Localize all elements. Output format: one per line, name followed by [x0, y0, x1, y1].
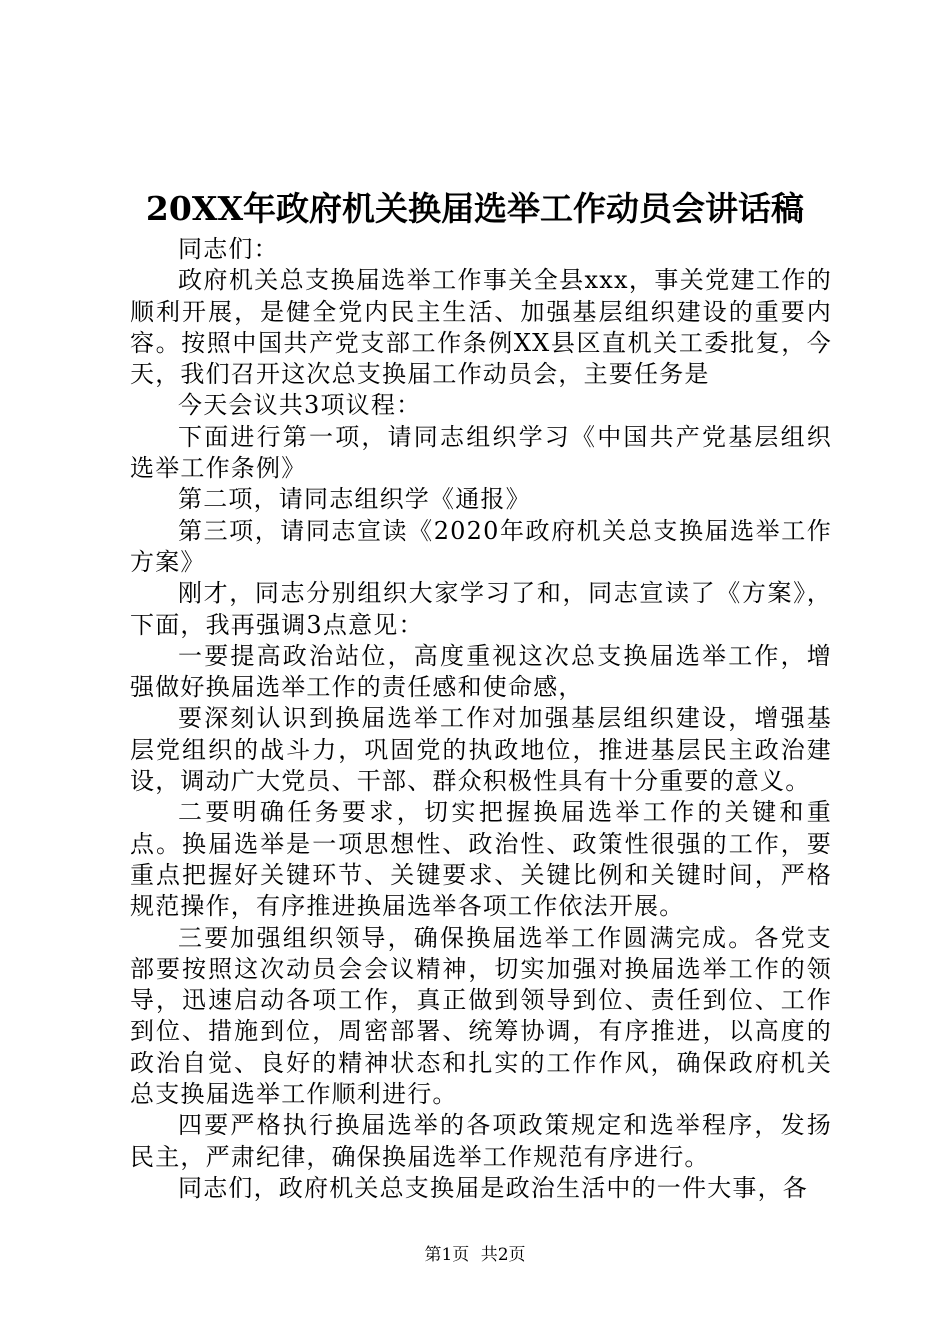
paragraph: 第二项，请同志组织学《通报》 [178, 485, 531, 514]
paragraph: 第三项，请同志宣读《2020年政府机关总支换届选举工作方案》 [130, 516, 832, 576]
page-total: 共2页 [480, 1245, 526, 1265]
paragraph: 要深刻认识到换届选举工作对加强基层组织建设，增强基层党组织的战斗力，巩固党的执政地位，推进基层民主政治建设，调动广大党员、干部、群众积极性具有十分重要的意义。 [130, 704, 832, 796]
page-number: 第1页 [424, 1245, 470, 1265]
paragraph: 同志们，政府机关总支换届是政治生活中的一件大事，各 [178, 1173, 808, 1202]
page-footer [0, 1244, 950, 1266]
paragraph: 一要提高政治站位，高度重视这次总支换届选举工作，增强做好换届选举工作的责任感和使命感， [130, 641, 832, 702]
paragraph: 政府机关总支换届选举工作事关全县xxx，事关党建工作的顺利开展，是健全党内民主生活、加强基层组织建设的重要内容。按照中国共产党支部工作条例XX县区直机关工委批复，今天，我们召开这次总支换届工作动员会，主要任务是 [130, 266, 832, 389]
paragraph: 二要明确任务要求，切实把握换届选举工作的关键和重点。换届选举是一项思想性、政治性、政策性很强的工作，要重点把握好关键环节、关键要求、关键比例和关键时间，严格规范操作，有序推进换届选举各项工作依法开展。 [130, 798, 832, 921]
paragraph: 三要加强组织领导，确保换届选举工作圆满完成。各党支部要按照这次动员会会议精神，切实加强对换届选举工作的领导，迅速启动各项工作，真正做到领导到位、责任到位、工作到位、措施到位，周密部署、统筹协调，有序推进，以高度的政治自觉、良好的精神状态和扎实的工作作风，确保政府机关总支换届选举工作顺利进行。 [130, 923, 832, 1109]
paragraph: 今天会议共3项议程： [178, 391, 422, 420]
document-body [130, 234, 832, 1204]
paragraph: 刚才，同志分别组织大家学习了和，同志宣读了《方案》，下面，我再强调3点意见： [130, 579, 832, 639]
paragraph: 四要严格执行换届选举的各项政策规定和选举程序，发扬民主，严肃纪律，确保换届选举工作规范有序进行。 [130, 1111, 832, 1171]
paragraph: 下面进行第一项，请同志组织学习《中国共产党基层组织选举工作条例》 [130, 422, 832, 483]
document-title: 20XX年政府机关换届选举工作动员会讲话稿 [145, 189, 805, 228]
paragraph-salutation: 同志们： [178, 235, 279, 263]
